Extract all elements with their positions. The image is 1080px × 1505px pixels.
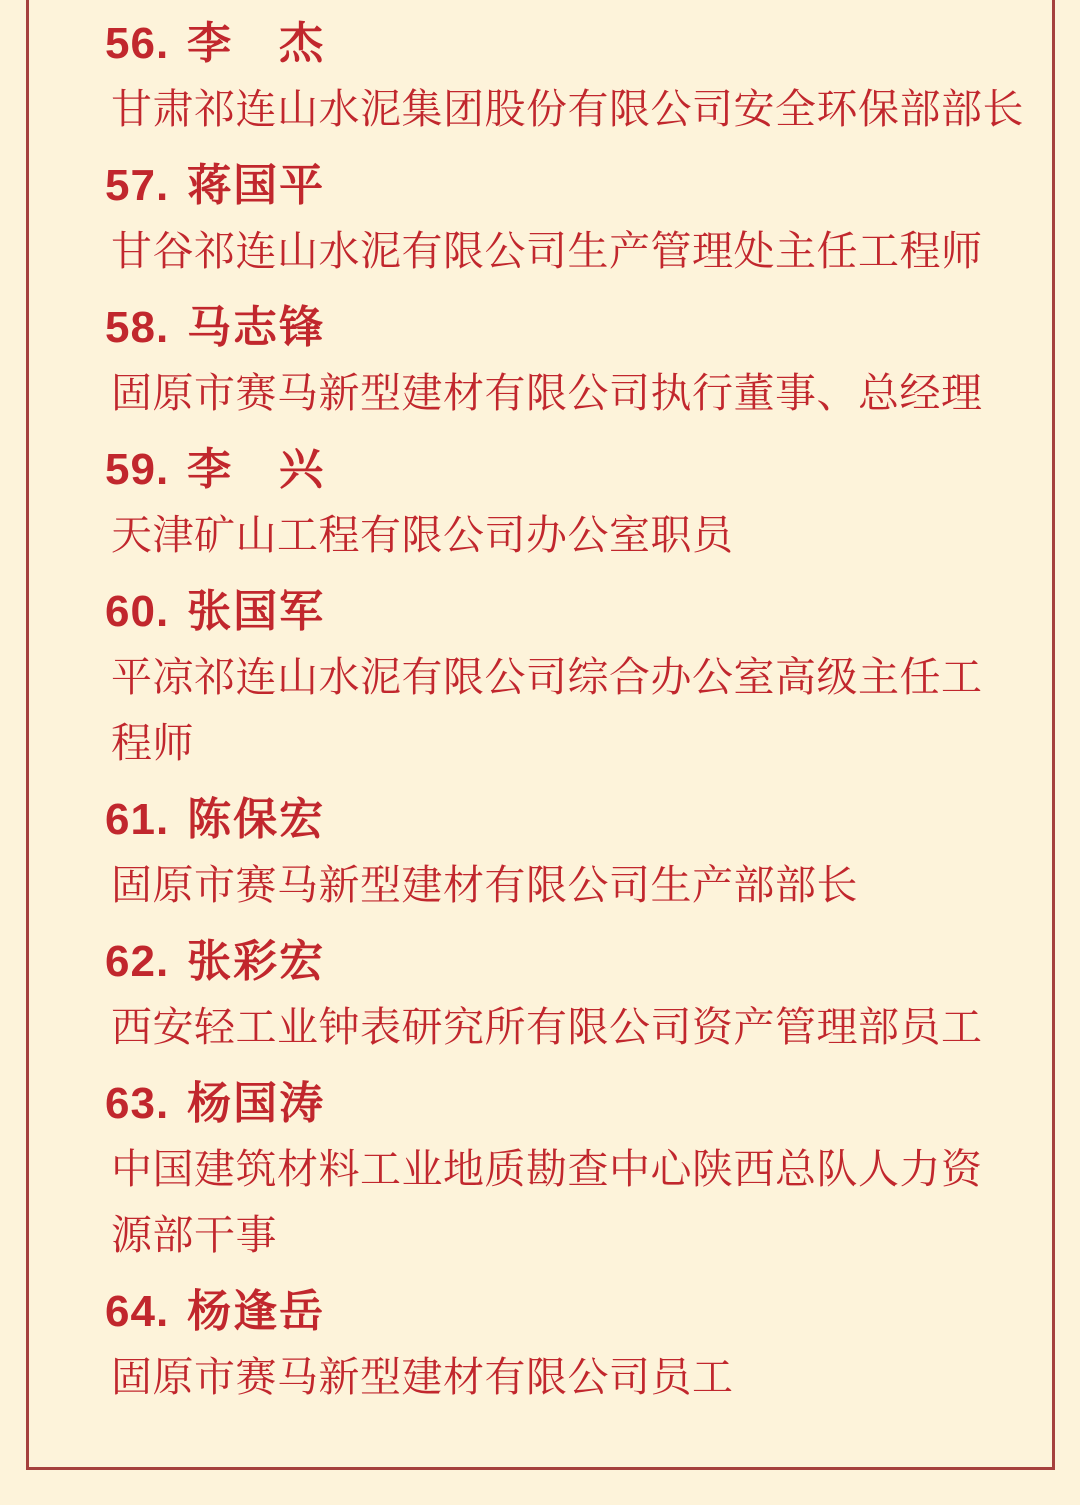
person-title [111, 1136, 1052, 1268]
person-title [111, 502, 1052, 568]
list-item [105, 20, 1052, 142]
person-title-line: 程师 [111, 720, 194, 766]
list-item [105, 938, 1052, 1060]
name-list [29, 0, 1052, 1410]
person-number: 64. [105, 1287, 170, 1336]
person-number: 61. [105, 795, 170, 844]
person-heading [105, 304, 1052, 352]
person-number: 58. [105, 303, 170, 352]
person-title [111, 1344, 1052, 1410]
person-title [111, 76, 1052, 142]
person-heading [105, 938, 1052, 986]
person-title [111, 218, 1052, 284]
person-title [111, 994, 1052, 1060]
person-heading [105, 1288, 1052, 1336]
person-heading [105, 1080, 1052, 1128]
person-number: 60. [105, 587, 170, 636]
person-name: 张国军 [187, 587, 326, 636]
person-name: 李 杰 [187, 19, 326, 68]
person-title-line: 固原市赛马新型建材有限公司执行董事、总经理 [111, 370, 983, 416]
person-heading [105, 796, 1052, 844]
list-item [105, 796, 1052, 918]
list-item [105, 1288, 1052, 1410]
list-item [105, 1080, 1052, 1268]
person-title-line: 固原市赛马新型建材有限公司员工 [111, 1354, 734, 1400]
person-title-line: 甘谷祁连山水泥有限公司生产管理处主任工程师 [111, 228, 983, 274]
person-title-line: 平凉祁连山水泥有限公司综合办公室高级主任工 [111, 654, 983, 700]
person-heading [105, 446, 1052, 494]
list-frame-border [26, 0, 1055, 1470]
list-item [105, 588, 1052, 776]
person-name: 李 兴 [187, 445, 326, 494]
person-number: 62. [105, 937, 170, 986]
person-title-line: 甘肃祁连山水泥集团股份有限公司安全环保部部长 [111, 86, 1024, 132]
person-number: 57. [105, 161, 170, 210]
person-number: 59. [105, 445, 170, 494]
person-name: 马志锋 [187, 303, 326, 352]
person-heading [105, 588, 1052, 636]
person-name: 杨逢岳 [187, 1287, 326, 1336]
person-title [111, 644, 1052, 776]
person-title [111, 360, 1052, 426]
person-title-line: 天津矿山工程有限公司办公室职员 [111, 512, 734, 558]
person-name: 杨国涛 [187, 1079, 326, 1128]
list-item [105, 162, 1052, 284]
person-number: 56. [105, 19, 170, 68]
person-title-line: 西安轻工业钟表研究所有限公司资产管理部员工 [111, 1004, 983, 1050]
person-title-line: 源部干事 [111, 1212, 277, 1258]
person-title-line: 固原市赛马新型建材有限公司生产部部长 [111, 862, 858, 908]
person-heading [105, 20, 1052, 68]
person-heading [105, 162, 1052, 210]
person-title-line: 中国建筑材料工业地质勘查中心陕西总队人力资 [111, 1146, 983, 1192]
list-item [105, 304, 1052, 426]
person-name: 张彩宏 [187, 937, 326, 986]
person-number: 63. [105, 1079, 170, 1128]
person-title [111, 852, 1052, 918]
list-item [105, 446, 1052, 568]
person-name: 陈保宏 [187, 795, 326, 844]
person-name: 蒋国平 [187, 161, 326, 210]
